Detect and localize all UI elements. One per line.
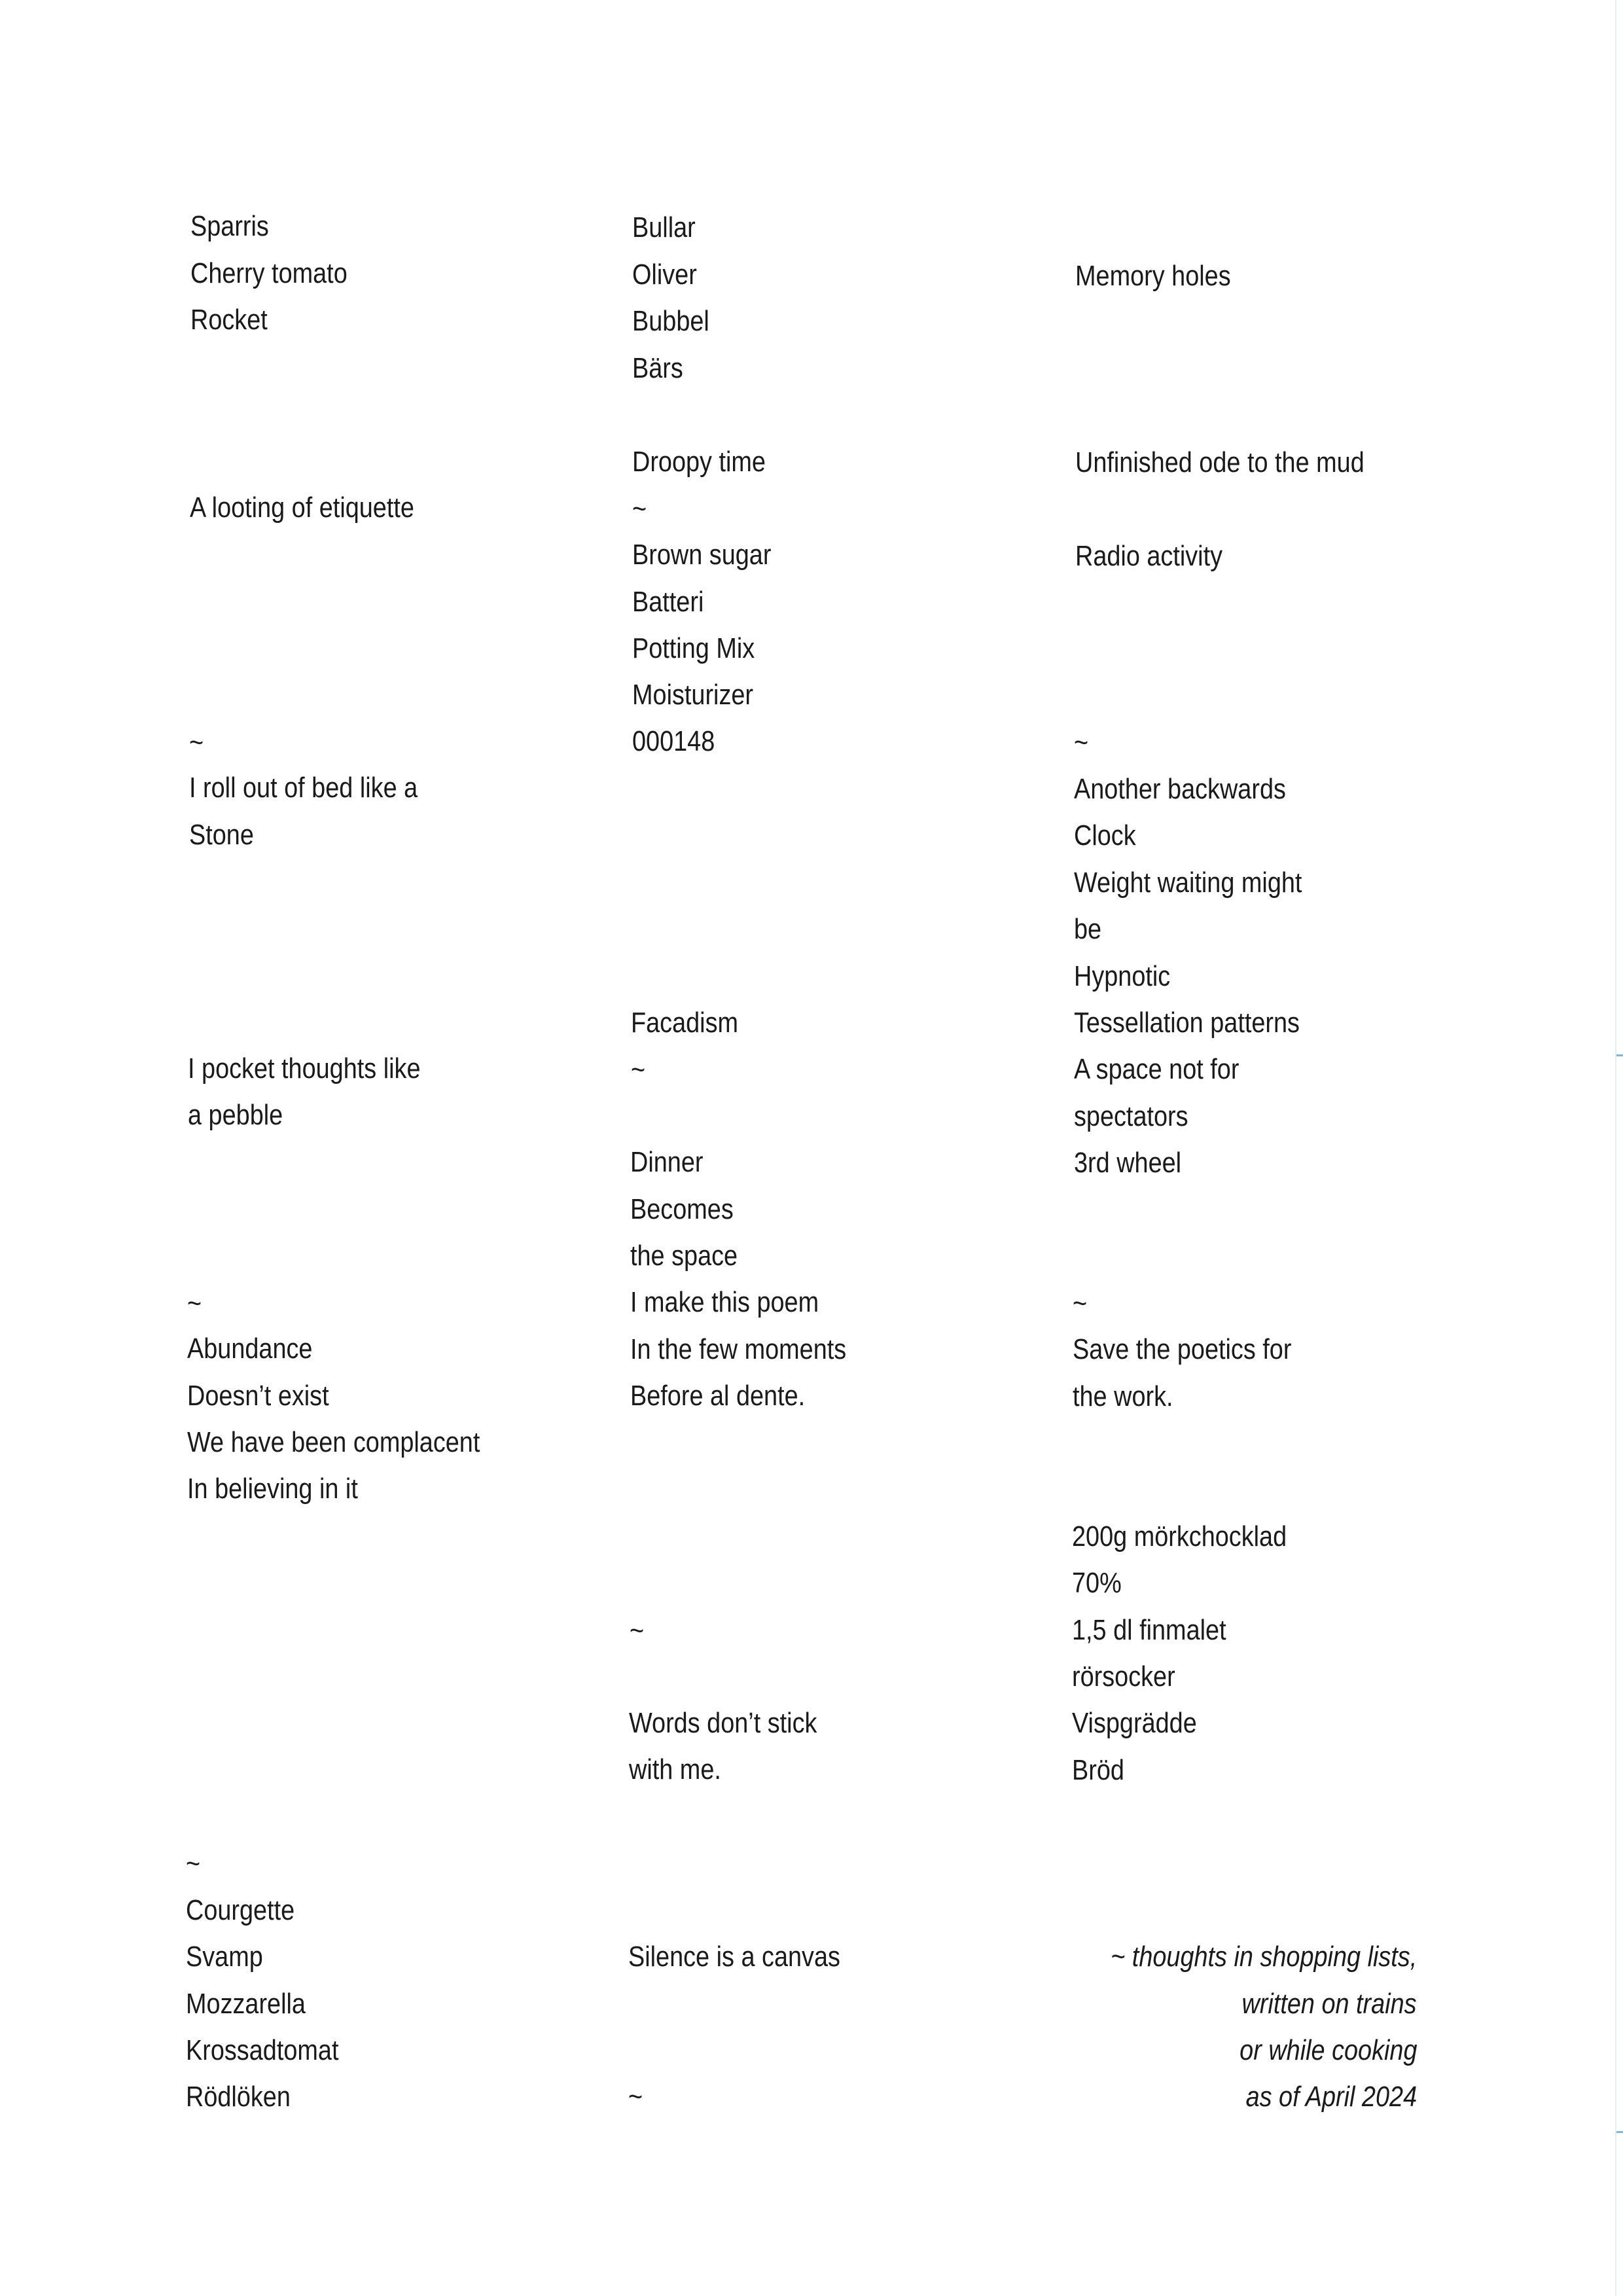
poem-line: Moisturizer [632, 679, 754, 711]
tilde-separator: ~ [1074, 726, 1089, 759]
poem-line: 200g mörkchocklad [1072, 1520, 1287, 1552]
caption-line: ~ thoughts in shopping lists, [1110, 1941, 1417, 1973]
poem-line: with me. [629, 1753, 721, 1785]
poem-line: be [1074, 913, 1102, 945]
poem-line: Becomes [630, 1193, 734, 1225]
poem-line: Oliver [632, 259, 697, 291]
poem-line: Bröd [1072, 1754, 1124, 1786]
poem-line: Bärs [632, 352, 683, 384]
poem-line: Memory holes [1075, 260, 1231, 292]
poem-line: Tessellation patterns [1074, 1007, 1300, 1039]
poem-line: 3rd wheel [1074, 1147, 1182, 1179]
poem-line: Clock [1074, 819, 1136, 852]
poem-line: Bubbel [632, 305, 709, 337]
tilde-separator: ~ [189, 726, 204, 759]
poem-line: Vispgrädde [1072, 1707, 1197, 1739]
poem-line: Potting Mix [632, 632, 755, 664]
poem-line: rörsocker [1072, 1660, 1175, 1693]
poem-line: Sparris [190, 210, 269, 242]
caption-line: or while cooking [1239, 2034, 1417, 2066]
poem-line: A looting of etiquette [190, 492, 414, 524]
caption-line: written on trains [1241, 1988, 1417, 2020]
poem-line: Unfinished ode to the mud [1075, 446, 1364, 478]
tilde-separator: ~ [1073, 1287, 1088, 1319]
poem-line: Facadism [631, 1007, 739, 1039]
poem-line: Krossadtomat [186, 2034, 339, 2066]
scan-mark [1616, 2131, 1623, 2133]
poem-line: In believing in it [187, 1473, 358, 1505]
poem-line: Another backwards [1074, 773, 1286, 805]
poem-line: Batteri [632, 586, 704, 618]
poem-line: a pebble [188, 1099, 283, 1131]
poem-line: Radio activity [1075, 540, 1223, 572]
scan-edge [1615, 0, 1616, 2296]
poem-line: Bullar [632, 211, 696, 243]
poem-line: Save the poetics for [1073, 1333, 1292, 1365]
tilde-separator: ~ [186, 1848, 201, 1880]
poem-line: Doesn’t exist [187, 1380, 329, 1412]
poem-line: A space not for [1074, 1053, 1240, 1085]
poem-line: 1,5 dl finmalet [1072, 1614, 1226, 1646]
poem-line: spectators [1074, 1100, 1188, 1132]
tilde-separator: ~ [630, 1615, 645, 1647]
poem-line: I make this poem [630, 1286, 819, 1318]
poem-line: Mozzarella [186, 1988, 306, 2020]
poem-line: Dinner [630, 1146, 704, 1178]
poem-line: Droopy time [632, 446, 766, 478]
poem-line: Courgette [186, 1894, 295, 1926]
scan-mark [1616, 1054, 1623, 1056]
poem-line: Silence is a canvas [628, 1941, 840, 1973]
poem-line: Before al dente. [630, 1380, 806, 1412]
poem-line: Abundance [187, 1333, 313, 1365]
poem-line: We have been complacent [187, 1426, 480, 1458]
tilde-separator: ~ [632, 493, 647, 525]
poem-line: Cherry tomato [190, 257, 348, 289]
poem-line: Rocket [190, 304, 268, 336]
tilde-separator: ~ [628, 2081, 643, 2113]
tilde-separator: ~ [631, 1054, 646, 1086]
poem-line: 70% [1072, 1567, 1122, 1599]
poem-line: In the few moments [630, 1333, 847, 1365]
tilde-separator: ~ [187, 1287, 202, 1319]
poem-line: the work. [1073, 1380, 1173, 1412]
poem-line: Hypnotic [1074, 960, 1171, 992]
caption-line: as of April 2024 [1245, 2081, 1417, 2113]
poem-line: I pocket thoughts like [188, 1052, 421, 1085]
poem-line: Rödlöken [186, 2081, 291, 2113]
poem-line: the space [630, 1240, 738, 1272]
poem-line: 000148 [632, 725, 715, 757]
poem-line: I roll out of bed like a [189, 772, 418, 804]
poem-line: Words don’t stick [629, 1707, 817, 1739]
poem-line: Stone [189, 819, 254, 851]
poem-line: Brown sugar [632, 539, 772, 571]
poem-line: Svamp [186, 1941, 263, 1973]
poem-line: Weight waiting might [1074, 867, 1302, 899]
